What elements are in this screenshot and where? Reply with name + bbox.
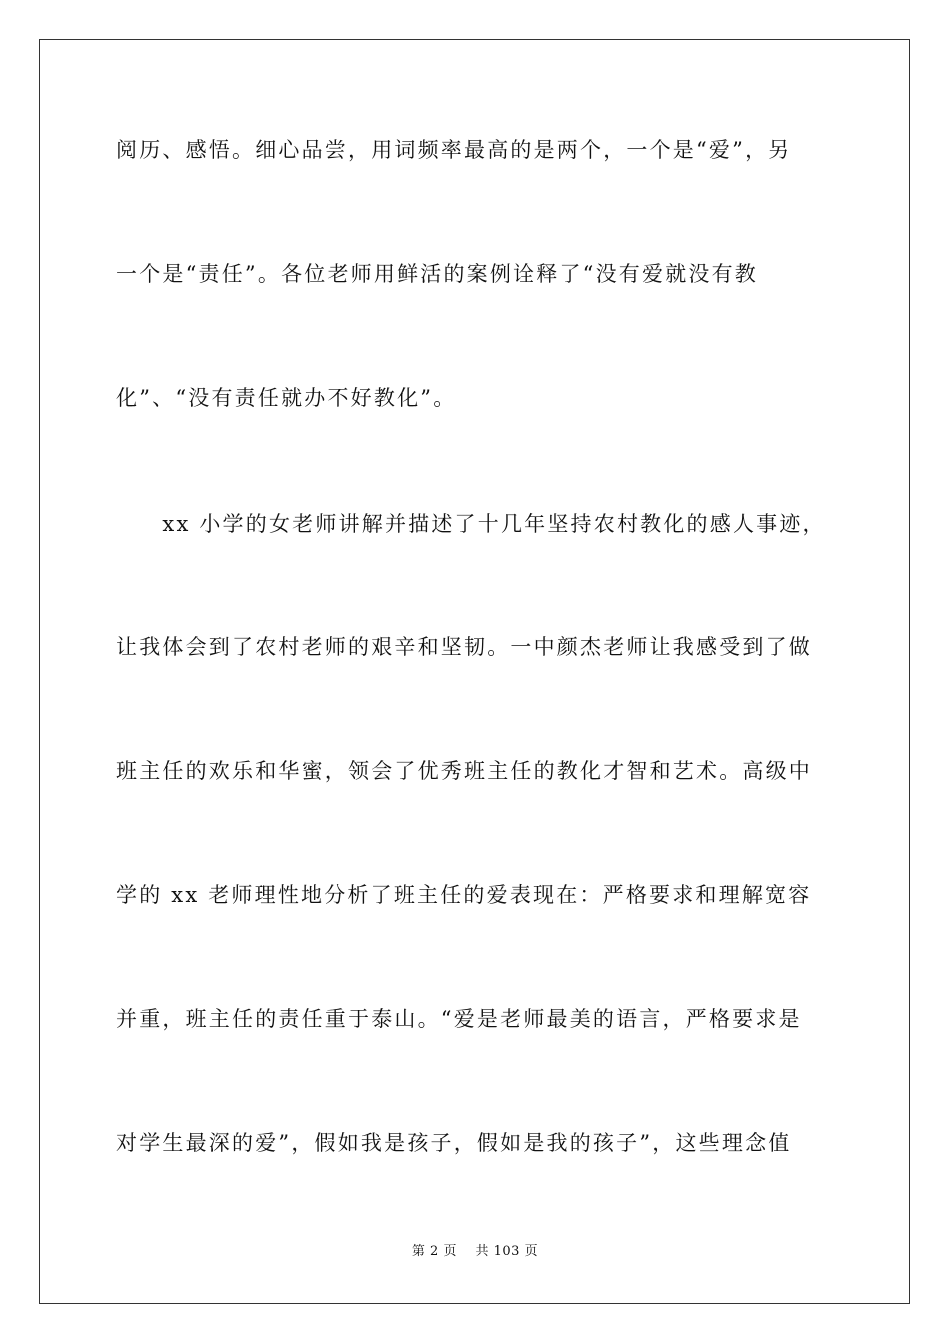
page-footer [0,1240,950,1259]
body-text-line: 阅历、感悟。细心品尝，用词频率最高的是两个，一个是“爱”，另 [116,138,792,162]
page-number: 第 2 页 [411,1244,457,1259]
body-text-line: xx 小学的女老师讲解并描述了十几年坚持农村教化的感人事迹， [116,512,826,536]
body-text-line: 学的 xx 老师理性地分析了班主任的爱表现在：严格要求和理解宽容 [116,883,812,907]
body-text-line: 班主任的欢乐和华蜜，领会了优秀班主任的教化才智和艺术。高级中 [116,759,812,783]
body-text-line: 一个是“责任”。各位老师用鲜活的案例诠释了“没有爱就没有教 [116,262,759,286]
body-text-line: 让我体会到了农村老师的艰辛和坚韧。一中颜杰老师让我感受到了做 [116,635,812,659]
body-text-line: 对学生最深的爱”，假如我是孩子，假如是我的孩子”，这些理念值 [116,1131,792,1155]
page-total: 共 103 页 [475,1244,539,1259]
page-border [39,39,910,1304]
body-text-line: 并重，班主任的责任重于泰山。“爱是老师最美的语言，严格要求是 [116,1007,802,1031]
body-text-line: 化”、“没有责任就办不好教化”。 [116,386,457,410]
